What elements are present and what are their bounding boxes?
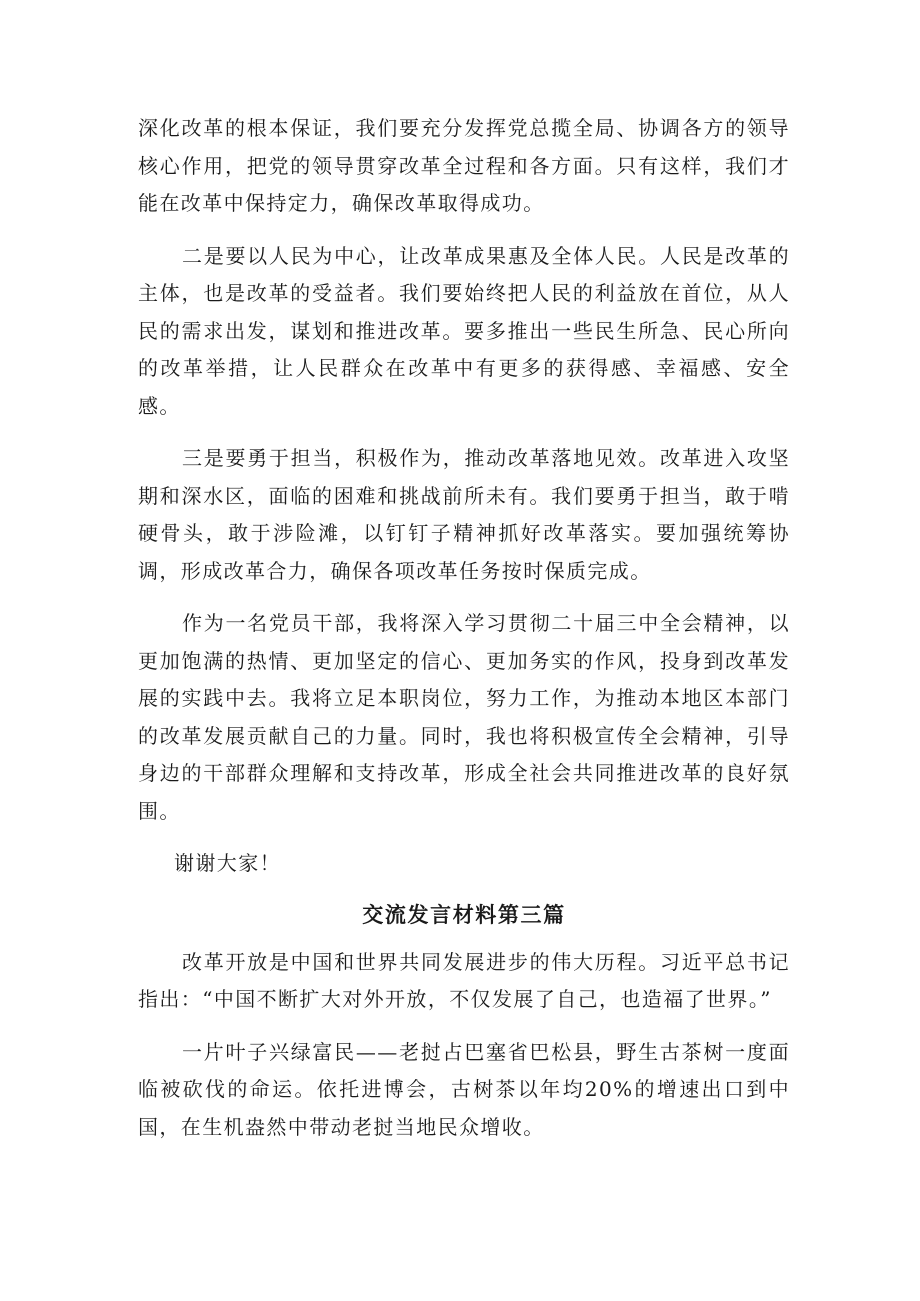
document-page (138, 110, 790, 1146)
paragraph-point-two: 二是要以人民为中心，让改革成果惠及全体人民。人民是改革的主体，也是改革的受益者。我们要始终把人民的利益放在首位，从人民的需求出发，谋划和推进改革。要多推出一些民生所急、民心所向的改革举措，让人民群众在改革中有更多的获得感、幸福感、安全感。 (138, 243, 790, 418)
paragraph-continuation: 深化改革的根本保证，我们要充分发挥党总揽全局、协调各方的领导核心作用，把党的领导贯穿改革全过程和各方面。只有这样，我们才能在改革中保持定力，确保改革取得成功。 (138, 116, 790, 215)
section-title: 交流发言材料第三篇 (362, 901, 566, 927)
closing-thanks: 谢谢大家！ (174, 851, 281, 875)
paragraph-tea-example: 一片叶子兴绿富民——老挝占巴塞省巴松县，野生古茶树一度面临被砍伐的命运。依托进博会，古树茶以年均20%的增速出口到中国，在生机盎然中带动老挝当地民众增收。 (138, 1039, 790, 1139)
paragraph-opening-quote: 改革开放是中国和世界共同发展进步的伟大历程。习近平总书记指出：“中国不断扩大对外开放，不仅发展了自己，也造福了世界。” (138, 949, 790, 1011)
paragraph-personal-commitment: 作为一名党员干部，我将深入学习贯彻二十届三中全会精神，以更加饱满的热情、更加坚定的信心、更加务实的作风，投身到改革发展的实践中去。我将立足本职岗位，努力工作，为推动本地区本部门的改革发展贡献自己的力量。同时，我也将积极宣传全会精神，引导身边的干部群众理解和支持改革，形成全社会共同推进改革的良好氛围。 (138, 611, 790, 823)
paragraph-point-three: 三是要勇于担当，积极作为，推动改革落地见效。改革进入攻坚期和深水区，面临的困难和挑战前所未有。我们要勇于担当，敢于啃硬骨头，敢于涉险滩，以钉钉子精神抓好改革落实。要加强统筹协调，形成改革合力，确保各项改革任务按时保质完成。 (138, 446, 790, 583)
